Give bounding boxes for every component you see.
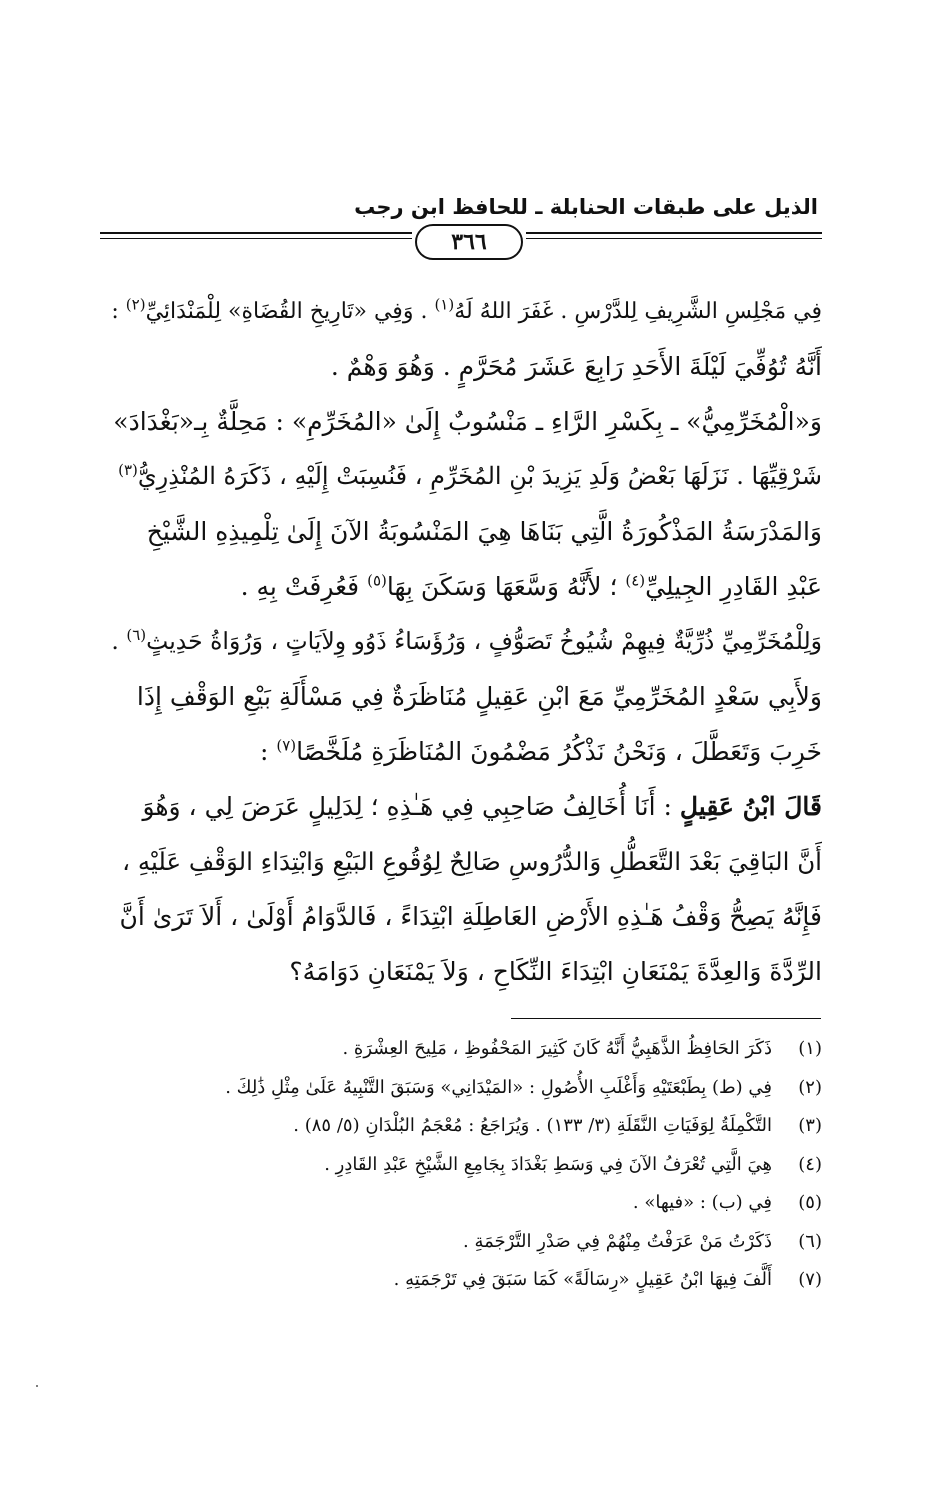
line-text: :	[111, 299, 126, 324]
line-text: :	[259, 737, 277, 766]
line-text: وَلأَبِي سَعْدٍ المُخَرِّمِيِّ مَعَ ابْنِ عَقِيلٍ مُنَاظَرَةٌ فِي مَسْأَلَةِ بَيْعِ الوَقْفِ إِذَا	[136, 682, 822, 711]
footnote-number: (٣)	[798, 1115, 822, 1136]
footnote	[110, 1261, 822, 1300]
footnote-text: فِي (ط) بِطَبْعَتَيْهِ وَأَغْلَبِ الأُصُولِ : «المَيْدَانِي» وَسَبَقَ التَّنْبِيهُ عَلَىٰ مِثْلِ ذَٰلِكَ .	[225, 1076, 772, 1098]
footnote-ref: (٦)	[126, 626, 147, 645]
line-text: شَرْقِيِّهَا . نَزَلَهَا بَعْضُ وَلَدِ يَزِيدَ بْنِ المُخَرِّمِ ، فَنُسِبَتْ إِلَيْهِ ، ذَكَرَهُ المُنْذِرِيُّ	[137, 462, 822, 490]
footnote-ref: (٢)	[125, 295, 146, 314]
line-text: عَبْدِ القَادِرِ الجِيلِيِّ	[645, 572, 822, 601]
line-text: الرِّدَّةَ وَالعِدَّةَ يَمْنَعَانِ ابْتِدَاءَ النِّكَاحِ ، وَلاَ يَمْنَعَانِ دَوَامَهُ؟	[289, 957, 822, 986]
footnotes	[110, 1030, 822, 1300]
footnote	[110, 1223, 822, 1262]
footnote-text: أَلَّفَ فِيهَا ابْنُ عَقِيلٍ «رِسَالَةً» كَمَا سَبَقَ فِي تَرْجَمَتِهِ .	[393, 1269, 772, 1290]
footnote-number: (٤)	[798, 1153, 822, 1175]
text-line	[110, 504, 822, 559]
footnote-ref: (٣)	[118, 461, 138, 479]
footnote-text: ذَكَرْتُ مَنْ عَرَفْتُ مِنْهُمْ فِي صَدْرِ التَّرْجَمَةِ .	[463, 1230, 772, 1252]
speaker-lead: قَالَ ابْنُ عَقِيلٍ	[679, 792, 822, 821]
main-text	[110, 284, 822, 999]
text-line	[110, 449, 822, 504]
line-text: : أَنَا أُخَالِفُ صَاحِبِي فِي هَـٰذِهِ ؛ لِدَلِيلٍ عَرَضَ لِي ، وَهُوَ	[142, 792, 680, 821]
line-text: أَنَّهُ تُوُفِّيَ لَيْلَةَ الأَحَدِ رَابِعَ عَشَرَ مُحَرَّمٍ . وَهُوَ وَهْمٌ .	[330, 352, 822, 381]
line-text: وَ«الْمُخَرِّمِيُّ» ـ بِكَسْرِ الرَّاءِ ـ مَنْسُوبٌ إِلَىٰ «المُخَرِّمِ» : مَحِلَّةٌ بِـ«بَغْدَادَ»	[113, 407, 822, 436]
footnote-number: (١)	[798, 1038, 822, 1059]
header-rule-left-bottom	[100, 238, 412, 239]
text-line	[110, 779, 822, 834]
line-text: فَعُرِفَتْ بِهِ .	[240, 572, 368, 601]
text-line	[110, 284, 822, 339]
scan-speck	[36, 1385, 38, 1387]
line-text: ؛ لأَنَّهُ وَسَّعَهَا وَسَكَنَ بِهَا	[386, 572, 626, 601]
footnote-ref: (٧)	[276, 736, 297, 755]
footnote-ref: (٥)	[367, 571, 387, 590]
text-line	[110, 559, 822, 614]
line-text: خَرِبَ وَتَعَطَّلَ ، وَنَحْنُ نَذْكُرُ مَضْمُونَ المُنَاظَرَةِ مُلَخَّصًا	[296, 737, 822, 766]
footnote	[110, 1184, 822, 1223]
footnote-text: فِي (ب) : «فيها» .	[632, 1192, 772, 1213]
line-text: فِي مَجْلِسِ الشَّرِيفِ لِلدَّرْسِ . غَفَرَ اللهُ لَهُ	[454, 299, 822, 324]
text-line	[110, 834, 822, 889]
line-text: وَالمَدْرَسَةُ المَذْكُورَةُ الَّتِي بَنَاهَا هِيَ المَنْسُوبَةُ الآنَ إِلَىٰ تِلْمِيذِهِ الشَّيْخِ	[146, 517, 822, 546]
footnote-ref: (٤)	[625, 571, 646, 590]
text-line	[110, 944, 822, 999]
page-number-text: ٣٦٦	[451, 229, 487, 255]
line-text: أَنَّ البَاقِيَ بَعْدَ التَّعَطُّلِ وَالدُّرُوسِ صَالِحٌ لِوُقُوعِ البَيْعِ وَابْتِدَاءِ الوَقْفِ عَلَيْهِ ،	[122, 847, 822, 876]
text-line	[110, 889, 822, 944]
page-number	[415, 224, 523, 260]
footnote	[110, 1069, 822, 1108]
footnote-number: (٥)	[798, 1192, 822, 1213]
footnote	[110, 1030, 822, 1069]
line-text: . وَفِي «تَارِيخِ القُضَاةِ» لِلْمَنْدَائِيِّ	[145, 299, 435, 324]
footnote-text: التَّكْمِلَةُ لِوَفَيَاتِ النَّقَلَةِ (٣/ ١٣٣) . وَيُرَاجَعُ : مُعْجَمُ البُلْدَانِ (٥/ ٨٥) .	[293, 1115, 772, 1136]
footnote-number: (٢)	[798, 1076, 822, 1098]
text-line	[110, 614, 822, 669]
header-rule-right-top	[526, 232, 822, 234]
footnote-number: (٧)	[798, 1269, 822, 1290]
footnote-number: (٦)	[798, 1230, 822, 1252]
line-text: .	[111, 627, 127, 655]
line-text: فَإِنَّهُ يَصِحُّ وَقْفُ هَـٰذِهِ الأَرْضِ العَاطِلَةِ ابْتِدَاءً ، فَالدَّوَامُ أَوْلَىٰ ، أَلاَ تَرَىٰ أَنَّ	[119, 902, 822, 931]
text-line	[110, 724, 822, 779]
text-line	[110, 669, 822, 724]
footnote-separator	[511, 1018, 821, 1019]
text-line	[110, 339, 822, 394]
footnote-text: ذَكَرَ الحَافِظُ الذَّهَبِيُّ أَنَّهُ كَانَ كَثِيرَ المَحْفُوظِ ، مَلِيحَ العِشْرَةِ .	[342, 1038, 772, 1059]
running-title: الذيل على طبقات الحنابلة ـ للحافظ ابن رجب	[354, 195, 818, 219]
footnote	[110, 1107, 822, 1146]
header-rule-right-bottom	[526, 238, 822, 239]
header-rule-left-top	[100, 232, 412, 234]
footnote-text: هِيَ الَّتِي تُعْرَفُ الآنَ فِي وَسَطِ بَغْدَادَ بِجَامِعِ الشَّيْخِ عَبْدِ القَادِرِ .	[324, 1153, 772, 1175]
text-line	[110, 394, 822, 449]
footnote-ref: (١)	[434, 295, 455, 314]
footnote	[110, 1146, 822, 1185]
line-text: وَلِلْمُخَرِّمِيِّ ذُرِّيَّةٌ فِيهِمْ شُيُوخُ تَصَوُّفٍ ، وَرُؤَسَاءُ ذَوُو وِلاَيَاتٍ ، وَرُوَاةُ حَدِيثٍ	[146, 627, 822, 655]
